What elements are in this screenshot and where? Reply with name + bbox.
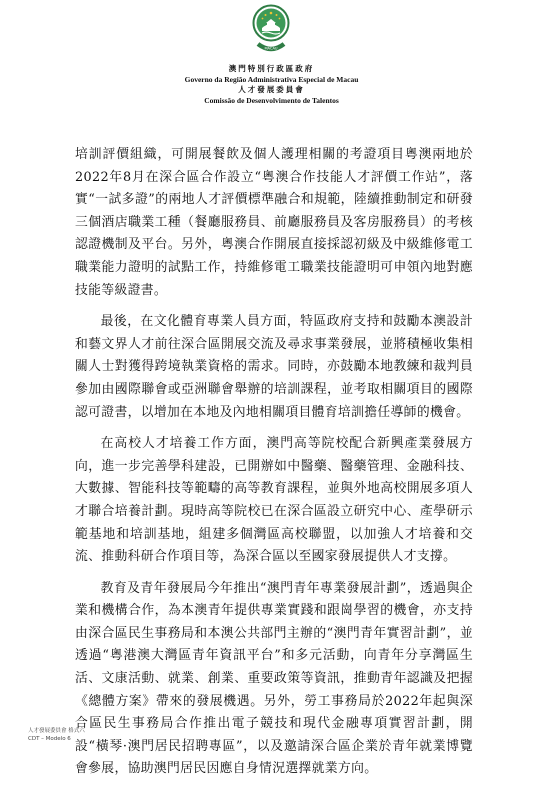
government-name-pt: Governo da Região Administrativa Especial de Macau — [184, 74, 359, 84]
department-name-zh: 人才發展委員會 — [238, 85, 305, 94]
department-name-pt: Comissão de Desenvolvimento de Talentos — [204, 95, 339, 105]
letterhead — [0, 64, 543, 106]
paragraph: 最後，在文化體育專業人員方面，特區政府支持和鼓勵本澳設計和藝文界人才前往深合區開展交流及尋求事業發展，並將積極收集相關人士對獲得跨境執業資格的需求。同時，亦鼓勵本地教練和裁判員參加由國際聯會或亞洲聯會舉辦的培訓課程，並考取相關項目的國際認可證書，以增加在本地及內地相關項目體育培訓擔任導師的機會。 — [75, 314, 473, 420]
form-code-zh: 人才發展委員會 格式六 — [28, 728, 85, 734]
macau-emblem — [252, 4, 290, 56]
paragraph: 教育及青年發展局今年推出“澳門青年專業發展計劃”，透過與企業和機構合作，為本澳青年提供專業實踐和跟崗學習的機會，亦支持由深合區民生事務局和本澳公共部門主辦的“澳門青年實習計劃”，並透過“粵港澳大灣區青年資訊平台”和多元活動，向青年分享灣區生活、文康活動、就業、創業、重要政策等資訊，推動青年認識及把握《總體方案》帶來的發展機遇。另外，勞工事務局於2022年起與深合區民生事務局合作推出電子競技和現代金融專項實習計劃，開設“橫琴·澳門居民招聘專區”，以及邀請深合區企業於青年就業博覽會參展，協助澳門居民因應自身情況選擇就業方向。 — [75, 580, 473, 777]
form-footer — [28, 728, 85, 743]
form-code-pt: CDT – Modelo 6 — [28, 735, 71, 742]
government-name-zh: 澳門特別行政區政府 — [228, 64, 315, 73]
svg-text:MACAU: MACAU — [264, 46, 278, 51]
paragraph: 培訓評價組織，可開展餐飲及個人護理相關的考證項目粵澳兩地於2022年8月在深合區合作設立“粵澳合作技能人才評價工作站”，落實“一試多證”的兩地人才評價標準融合和規範，陸續推動制定和研發三個酒店職業工種（餐廳服務員、前廳服務員及客房服務員）的考核認證機制及平台。另外，粵澳合作開展直接採認初級及中級維修電工職業能力證明的試點工作，持維修電工職業技能證明可申領內地對應技能等級證書。 — [75, 147, 473, 298]
paragraph: 在高校人才培養工作方面，澳門高等院校配合新興產業發展方向，進一步完善學科建設，已開辦如中醫藥、醫藥管理、金融科技、大數據、智能科技等範疇的高等教育課程，並與外地高校開展多項人才聯合培養計劃。現時高等院校已在深合區設立研究中心、產學研示範基地和培訓基地，組建多個灣區高校聯盟，以加強人才培養和交流、推動科研合作項目等，為深合區以至國家發展提供人才支撐。 — [75, 436, 473, 565]
document-body — [75, 144, 473, 790]
